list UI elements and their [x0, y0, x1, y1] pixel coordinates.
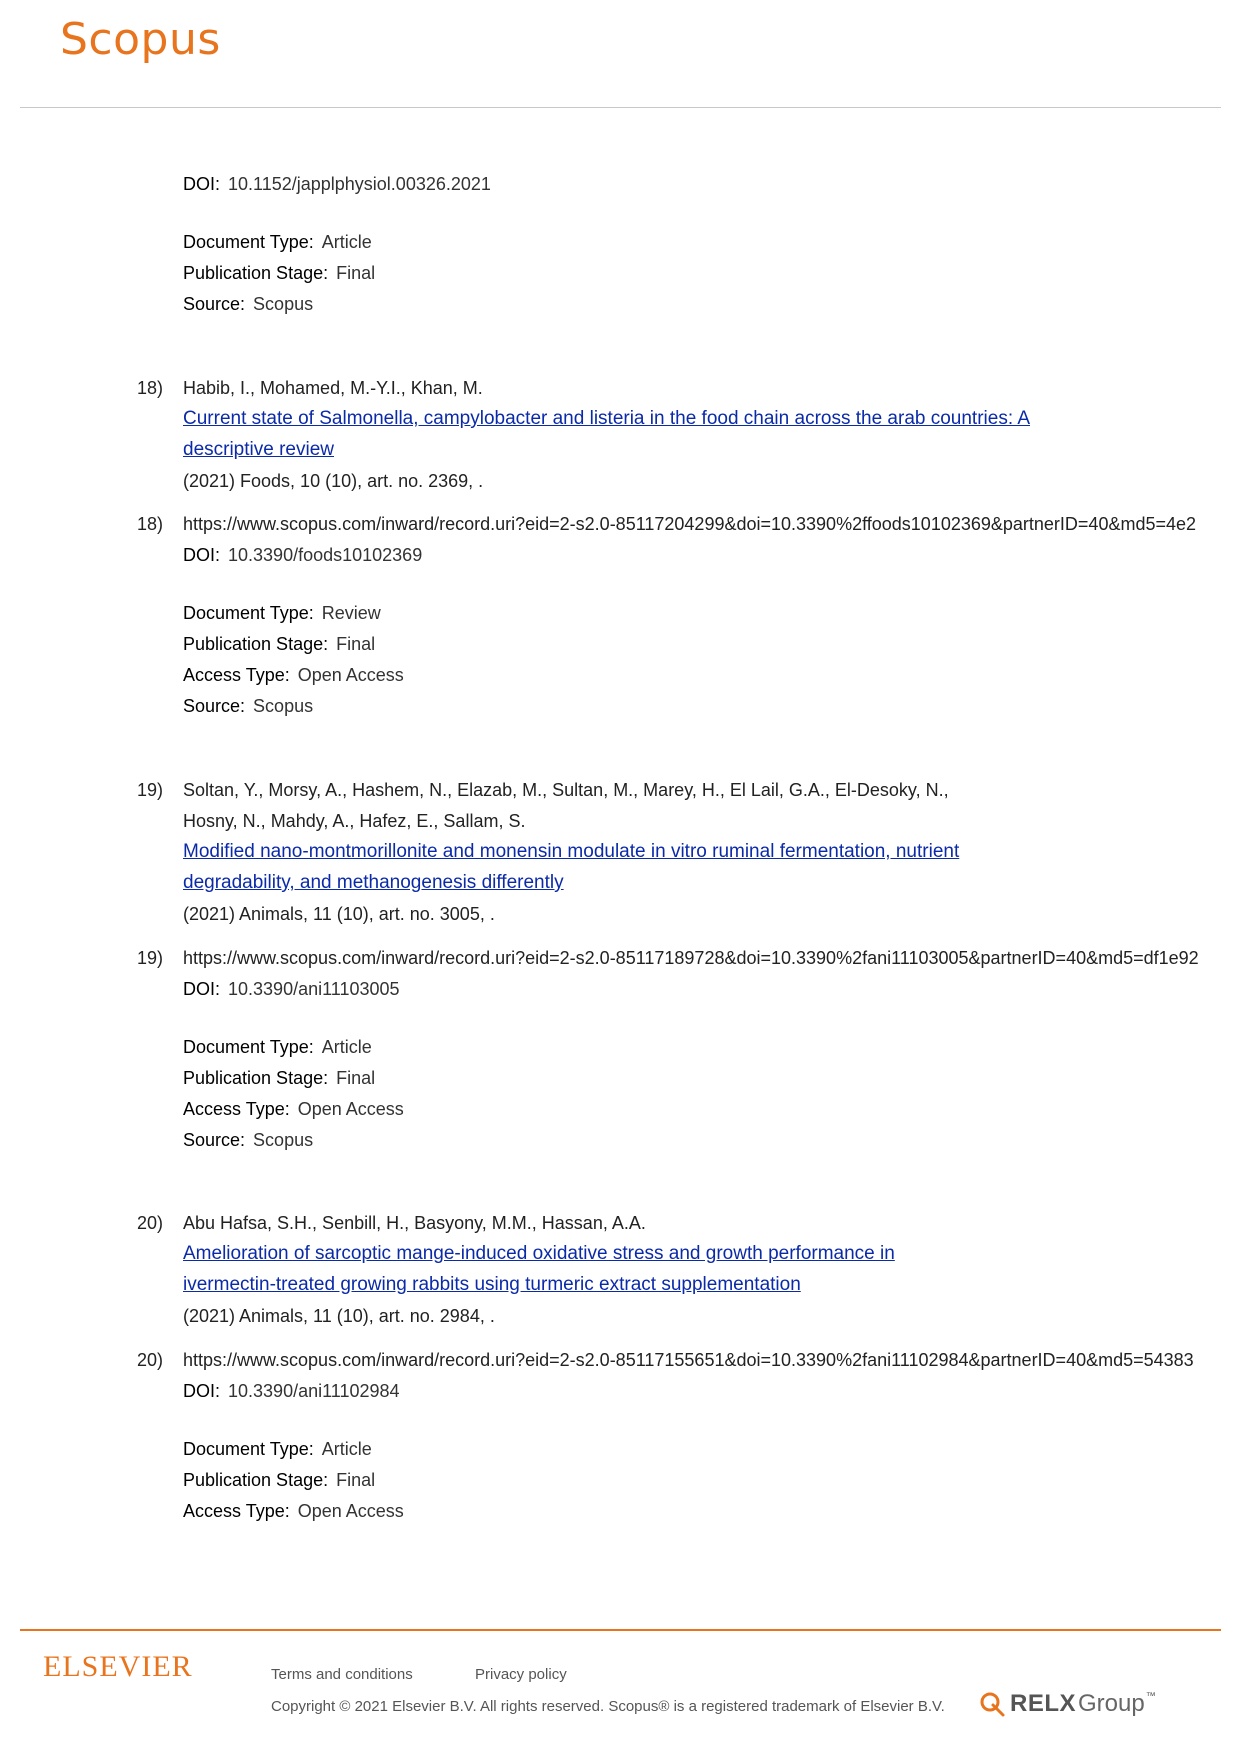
relx-mark-icon	[978, 1690, 1006, 1718]
doi-value[interactable]: 10.1152/japplphysiol.00326.2021	[228, 174, 491, 194]
entry-title-line[interactable]	[183, 840, 959, 863]
entry-title-line[interactable]	[183, 871, 564, 894]
entry-title-line[interactable]	[183, 407, 1030, 430]
relx-group-word: Group	[1078, 1690, 1145, 1717]
entry-title-line[interactable]	[183, 438, 334, 461]
publication-stage-line: Publication Stage: Final	[183, 1470, 376, 1490]
doi-value[interactable]: 10.3390/ani11102984	[228, 1381, 400, 1401]
entry-number: 19)	[137, 780, 164, 800]
entry-url-number: 20)	[137, 1350, 164, 1370]
entry-title-link[interactable]: Amelioration of sarcoptic mange-induced oxidative stress and growth performance in	[183, 1243, 895, 1264]
entry-authors: Soltan, Y., Morsy, A., Hashem, N., Elazab, M., Sultan, M., Marey, H., El Lail, G.A., El-Desoky, N.,	[183, 780, 949, 800]
document-type-line: Document Type: Article	[183, 1439, 372, 1459]
entry-authors: Habib, I., Mohamed, M.-Y.I., Khan, M.	[183, 378, 483, 398]
entry-title-link[interactable]: ivermectin-treated growing rabbits using turmeric extract supplementation	[183, 1274, 801, 1295]
entry-url-number: 19)	[137, 948, 164, 968]
terms-link[interactable]: Terms and conditions	[271, 1666, 413, 1683]
document-type-line: Document Type: Review	[183, 603, 381, 623]
document-type-line: Document Type: Article	[183, 232, 372, 252]
entry-number: 20)	[137, 1213, 164, 1233]
elsevier-logo: ELSEVIER	[43, 1650, 193, 1683]
entry-title-link[interactable]: degradability, and methanogenesis differently	[183, 872, 564, 893]
entry-citation: (2021) Foods, 10 (10), art. no. 2369, .	[183, 471, 484, 491]
doi-line: DOI: 10.3390/ani11103005	[183, 979, 400, 999]
entry-url[interactable]: https://www.scopus.com/inward/record.uri?eid=2-s2.0-85117189728&doi=10.3390%2fani11103005&partnerID=40&md5=df1e92	[183, 948, 1199, 968]
entry-url-number: 18)	[137, 514, 164, 534]
entry-citation: (2021) Animals, 11 (10), art. no. 2984, .	[183, 1306, 495, 1326]
doi-line: DOI: 10.3390/ani11102984	[183, 1381, 400, 1401]
publication-stage-line: Publication Stage: Final	[183, 634, 376, 654]
entry-authors: Abu Hafsa, S.H., Senbill, H., Basyony, M.M., Hassan, A.A.	[183, 1213, 646, 1233]
entry-url[interactable]: https://www.scopus.com/inward/record.uri?eid=2-s2.0-85117204299&doi=10.3390%2ffoods10102369&partnerID=40&md5=4e2	[183, 514, 1197, 534]
doi-value[interactable]: 10.3390/ani11103005	[228, 979, 400, 999]
doi-line: DOI: 10.1152/japplphysiol.00326.2021	[183, 174, 491, 194]
source-line: Source: Scopus	[183, 1130, 314, 1150]
entry-title-line[interactable]	[183, 1242, 895, 1265]
doi-line: DOI: 10.3390/foods10102369	[183, 545, 423, 565]
privacy-link[interactable]: Privacy policy	[475, 1666, 567, 1683]
entry-number: 18)	[137, 378, 164, 398]
relx-wordmark: RELX	[1010, 1690, 1077, 1717]
entry-citation: (2021) Animals, 11 (10), art. no. 3005, .	[183, 904, 495, 924]
access-type-line: Access Type: Open Access	[183, 665, 404, 685]
access-type-line: Access Type: Open Access	[183, 1099, 404, 1119]
relx-logo	[978, 1690, 1156, 1718]
access-type-line: Access Type: Open Access	[183, 1501, 404, 1521]
source-line: Source: Scopus	[183, 696, 314, 716]
entry-title-link[interactable]: Modified nano-montmorillonite and monensin modulate in vitro ruminal fermentation, nutrient	[183, 841, 960, 862]
source-line: Source: Scopus	[183, 294, 314, 314]
footer-divider	[20, 1629, 1221, 1631]
relx-trademark: ™	[1145, 1690, 1156, 1702]
copyright-text: Copyright © 2021 Elsevier B.V. All rights reserved. Scopus® is a registered trademark of Elsevier B.V.	[271, 1698, 945, 1715]
scopus-logo: Scopus	[60, 14, 221, 65]
publication-stage-line: Publication Stage: Final	[183, 263, 376, 283]
doi-value[interactable]: 10.3390/foods10102369	[228, 545, 423, 565]
entry-url[interactable]: https://www.scopus.com/inward/record.uri?eid=2-s2.0-85117155651&doi=10.3390%2fani11102984&partnerID=40&md5=54383	[183, 1350, 1194, 1370]
entry-authors: Hosny, N., Mahdy, A., Hafez, E., Sallam, S.	[183, 811, 526, 831]
entry-title-link[interactable]: descriptive review	[183, 439, 334, 460]
entry-title-link[interactable]: Current state of Salmonella, campylobacter and listeria in the food chain across the arab countries: A	[183, 408, 1031, 429]
entry-title-line[interactable]	[183, 1273, 801, 1296]
document-type-line: Document Type: Article	[183, 1037, 372, 1057]
publication-stage-line: Publication Stage: Final	[183, 1068, 376, 1088]
